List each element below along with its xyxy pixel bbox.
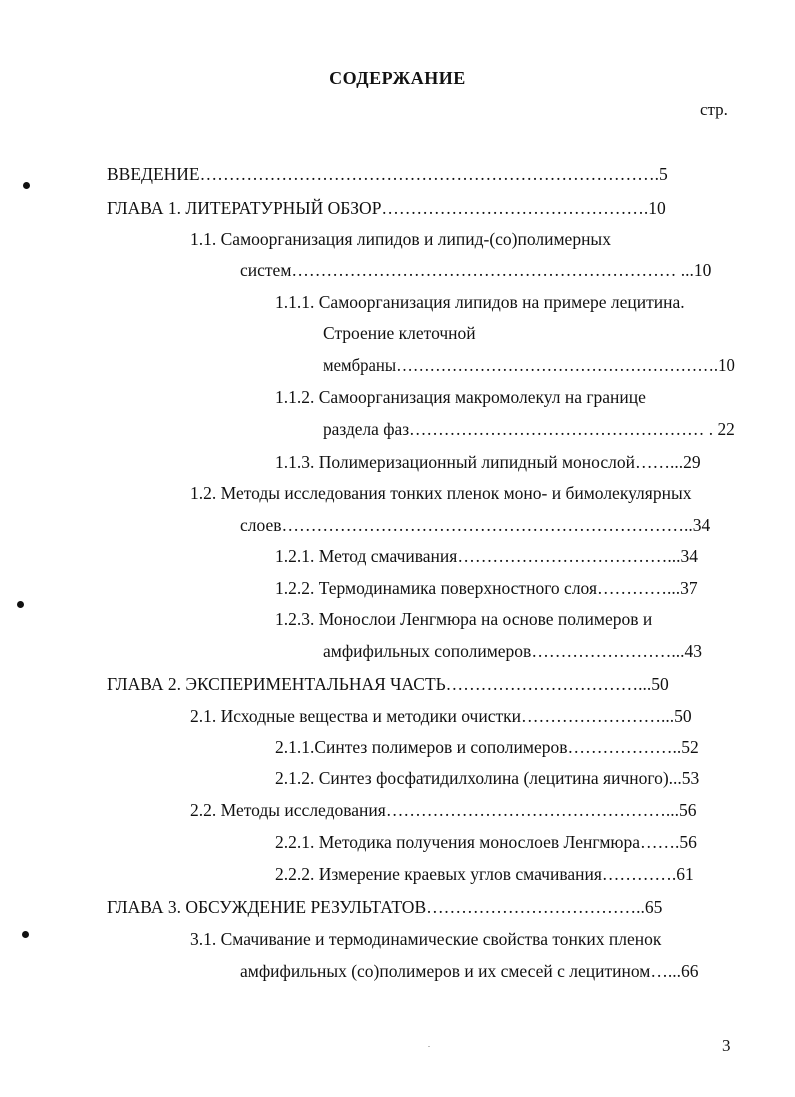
toc-entry-introduction: ВВЕДЕНИЕ…………………………………………………………………….5 [107, 164, 668, 184]
toc-entry-2-1-1: 2.1.1.Синтез полимеров и сополимеров………………..52 [275, 737, 699, 757]
toc-entry-3-1-cont: амфифильных (со)полимеров и их смесей с лецитином…...66 [240, 961, 699, 981]
toc-entry-2-1: 2.1. Исходные вещества и методики очистки……………………...50 [190, 706, 692, 726]
toc-entry-chapter-3: ГЛАВА 3. ОБСУЖДЕНИЕ РЕЗУЛЬТАТОВ………………………………..65 [107, 897, 663, 917]
toc-entry-1-2: 1.2. Методы исследования тонких пленок моно- и бимолекулярных [190, 483, 692, 503]
page-title: СОДЕРЖАНИЕ [329, 68, 466, 88]
toc-entry-1-1-1-cont2: мембраны………………………………………………….10 [323, 355, 735, 375]
toc-entry-2-1-2: 2.1.2. Синтез фосфатидилхолина (лецитина яичного)...53 [275, 768, 700, 788]
toc-entry-1-1-3: 1.1.3. Полимеризационный липидный монослой……...29 [275, 452, 701, 472]
binder-hole-mark [23, 182, 30, 189]
toc-entry-1-2-3-cont: амфифильных сополимеров……………………...43 [323, 641, 702, 661]
toc-entry-1-1: 1.1. Самоорганизация липидов и липид-(со)полимерных [190, 229, 611, 249]
toc-entry-1-1-2-cont: раздела фаз…………………………………………… . 22 [323, 419, 735, 439]
toc-entry-1-1-cont: систем………………………………………………………… ...10 [240, 260, 712, 280]
toc-entry-chapter-2: ГЛАВА 2. ЭКСПЕРИМЕНТАЛЬНАЯ ЧАСТЬ……………………………...50 [107, 674, 669, 694]
toc-entry-chapter-1: ГЛАВА 1. ЛИТЕРАТУРНЫЙ ОБЗОР……………………………………….10 [107, 198, 666, 218]
toc-entry-1-1-1-cont: Строение клеточной [323, 323, 476, 343]
toc-entry-1-2-cont: слоев……………………………………………………………..34 [240, 515, 711, 535]
toc-entry-2-2-1: 2.2.1. Методика получения монослоев Ленгмюра…….56 [275, 832, 697, 852]
scan-speck [428, 1046, 430, 1047]
toc-entry-1-2-1: 1.2.1. Метод смачивания………………………………...34 [275, 546, 698, 566]
binder-hole-mark [17, 601, 24, 608]
toc-entry-2-2-2: 2.2.2. Измерение краевых углов смачивания………….61 [275, 864, 694, 884]
toc-entry-1-2-2: 1.2.2. Термодинамика поверхностного слоя…………...37 [275, 578, 698, 598]
binder-hole-mark [22, 931, 29, 938]
page-column-label: стр. [700, 100, 728, 119]
toc-entry-1-1-1: 1.1.1. Самоорганизация липидов на примере лецитина. [275, 292, 685, 312]
toc-entry-1-1-2: 1.1.2. Самоорганизация макромолекул на границе [275, 387, 646, 407]
page-number: 3 [722, 1036, 731, 1055]
toc-entry-3-1: 3.1. Смачивание и термодинамические свойства тонких пленок [190, 929, 662, 949]
toc-entry-1-2-3: 1.2.3. Монослои Ленгмюра на основе полимеров и [275, 609, 653, 629]
toc-entry-2-2: 2.2. Методы исследования…………………………………………...56 [190, 800, 697, 820]
